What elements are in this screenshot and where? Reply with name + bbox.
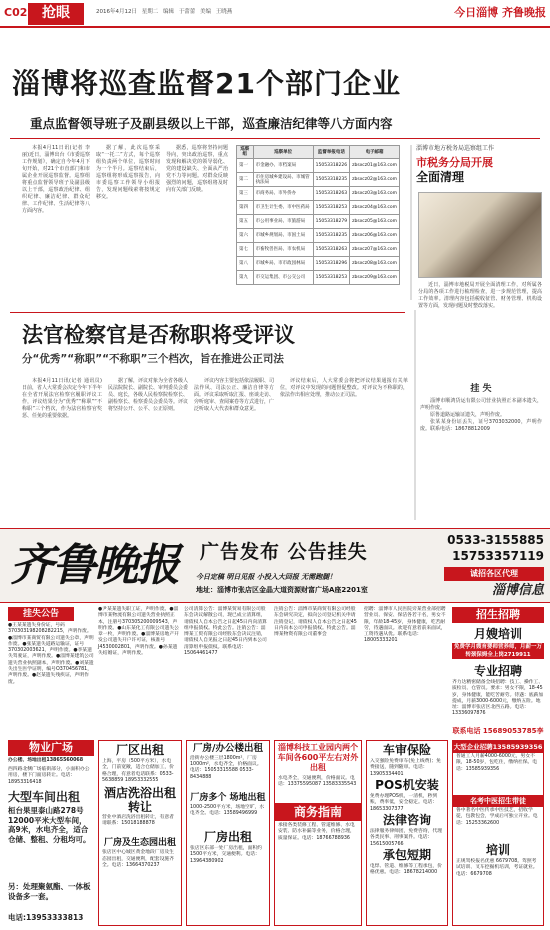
table-row (237, 201, 400, 215)
story1-col1: 本报4月11日讯(记者 李丽)近日，淄博出台《市委巡察工作规划》，确定自今年4月下旬开始，对21个市直部门和市属企业开展巡察监督。巡察组将重点监督领导班子及副县级以上干部，巡察政治纪律、组织纪律、廉洁纪律、群众纪律、工作纪律、生活纪律等八方面内容。 (22, 145, 90, 214)
office-body: 沿街办公楼三层1800m²，厂房1000m²，水电齐全，价格面议。电话：15053315588 0533-8434888 (190, 755, 262, 780)
brand-logo: 今日淄博 齐鲁晚报 (454, 6, 546, 19)
industry-title: 淄博科技工业园内两个车间各600平左右对外出租 (277, 743, 359, 772)
train-body: 正规驾校报名优惠 6679708。驾照考试培训、叉车挖掘机培训，考证就业。电话：6679708 (456, 859, 538, 877)
table-cell: zbsxcz08@163.com (350, 257, 400, 271)
table-header: 监督举报电话 (313, 146, 350, 159)
table-cell: zbsxcz03@163.com (350, 187, 400, 201)
table-cell: 15053318235 (313, 229, 350, 243)
story2-subhead: 分“优秀”“称职”“不称职”三个档次，旨在推进公正司法 (22, 353, 284, 365)
car-body: 入交强险免费审车(免上线费)；免费接送，随到随审。电话：13905334401 (370, 759, 441, 777)
ad-phone-2: 15753357119 (452, 549, 544, 563)
table-cell: 第四 (237, 201, 254, 215)
sidebar (416, 145, 542, 185)
table-row (237, 257, 400, 271)
lost-item: 原鲁道路运输证遗失，声明作废。 (430, 412, 506, 418)
industry-body: 水电齐全，交通便利，价格面议。电话：13375595087 13583335543 (278, 776, 357, 788)
property-tag: 物业广场 (8, 740, 94, 756)
service-box (366, 740, 448, 926)
factory-box (98, 740, 182, 926)
section-tag: 抢眼 (28, 3, 84, 25)
factory-title: 厂区出租 (115, 743, 164, 757)
table-cell: zbsxcz05@163.com (350, 215, 400, 229)
table-row (237, 159, 400, 173)
property-body: 西四路北侧广场临街部分，小面积办公用房，楼下门面房转让。电话：18953316418 (8, 767, 90, 785)
table-cell: 市公用事业局、市旅游局 (253, 215, 313, 229)
classified-col1: ●王某某遗失身份证，号码370303198208282215，声明作废。●淄博市某商贸有限公司遗失公章，声明作废。●张某遗失道路运输证，证号370302003621，声明作废。●李某遗失驾驶证，声明作废。●淄博某建筑公司遗失营业执照副本，声明作废。●刘某遗失出生医学证明，编号O370456781，声明作废。●赵某遗失残疾证，声明作废。 (8, 623, 94, 685)
table-cell: 第一 (237, 159, 254, 173)
recruit-line: 免费学月嫂育婴师营养师，月薪一万转颈保姆全上岗2719911 (453, 644, 542, 658)
lost-divider (414, 310, 416, 520)
table-cell: 市城乡局、市市政园林局 (253, 257, 313, 271)
sidebar-divider (410, 145, 412, 300)
office2-body: 1000-2500平方米，场地空旷，水电齐全。电话：13589496999 (190, 805, 265, 817)
lost-item: 淄博市顺鸿货运有限公司营业执照正本副本遗失，声明作废。 (420, 398, 542, 411)
ad-banner (0, 528, 550, 603)
pos-body: 免费办理POS机，一清机，秒到账，费率低，安全稳定。电话：18653307377 (370, 794, 438, 812)
workshop-title: 大型车间出租 (8, 790, 81, 804)
table-row (237, 215, 400, 229)
workshop-body: 桓台果里泰山路278号12000平米大型车间，高9米，水电齐全，适合仓储、整租、分租均可。 (8, 806, 91, 844)
business-tag: 商务指南 (275, 803, 361, 821)
table-cell: zbsxcz06@163.com (350, 229, 400, 243)
table-cell: 15053318263 (313, 243, 350, 257)
sidebar-headline-red: 市税务分局开展 (416, 155, 493, 169)
date-line: 2016年4月12日 星期二 编辑 于蕾蕾 美编 王晓燕 (96, 9, 233, 15)
contract-body: 电焊、管道、维修等工程承包，价格优惠。电话：18678214000 (370, 864, 442, 876)
office3-title: 厂房出租 (203, 830, 252, 845)
edu-box (452, 740, 544, 926)
table-cell: 15053318263 (313, 187, 350, 201)
industry-box (274, 740, 362, 926)
property-line: 办公楼、场地出租13865560068 (8, 758, 84, 763)
contract-title: 承包短期 (382, 848, 431, 862)
table-cell: 15053318235 (313, 173, 350, 187)
divider (10, 312, 405, 313)
train-title: 培训 (485, 843, 510, 857)
story1-col2: 据了解，此次巡察采取“一托二”方式，每个巡察组负责两个单位，巡察时间为一个半月。巡察结束后，巡察组将形成巡察报告，向市委巡察工作领导小组报告，发现问题线索将按规定移交。 (96, 145, 160, 200)
office2-title: 厂房多个 场地出租 (190, 792, 266, 803)
office-title: 厂房/办公楼出租 (193, 743, 263, 754)
table-cell: 第七 (237, 243, 254, 257)
story2-headline: 法官检察官是否称职将受评议 (22, 323, 295, 347)
table-cell: 第八 (237, 257, 254, 271)
office3-body: 张店区东部一处厂房出租，面积约1500平方米，交通便利。电话：13964380902 (190, 846, 262, 864)
wash-title: 酒店洗浴出租转让 (103, 786, 176, 814)
recruit-body: 齐力达精密储备全线招聘：技工、操作工、质检员、仓管员。要求：男女不限，18-45岁，身体健康，能吃苦耐劳。待遇：底薪加提成，月薪3000-6000元，缴纳五险。地址：淄博市张店区北西五路。电话：13336097876 (452, 680, 544, 717)
table-row (237, 271, 400, 285)
table-row (237, 187, 400, 201)
lost-item: 张某某身份证丢失，证号3703032000，声明作废。联系电话：18678812009 (420, 419, 542, 432)
sidebar-body: 近日，淄博市地税局开展全面清理工作，对所属各分局的各项工作进行梳理检查，进一步规范管理，提高工作效率。清理内容包括税收征管、财务管理、机构设置等方面，发现问题及时整改落实。 (418, 282, 542, 309)
table-cell: 第九 (237, 271, 254, 285)
table-cell: zbsxcz02@163.com (350, 173, 400, 187)
table-cell: 第三 (237, 187, 254, 201)
table-cell: zbsxcz01@163.com (350, 159, 400, 173)
table-cell: 市卫生计生委、市中医药局 (253, 201, 313, 215)
paper-logo: 齐鲁晚报 (10, 540, 178, 591)
pos-title: POS机安装 (375, 778, 439, 792)
table-cell: 市金融办、市档案局 (253, 159, 313, 173)
workshop-extra: 另：处理聚氨酯、一体板设备多一套。 (8, 882, 91, 901)
lost-notices (420, 398, 542, 518)
story2-col1: 本报4月11日讯(记者 通讯员)日前，省人大常委会决定今年下半年在全省开展法官检察官履职评议工作，评议结果分为“优秀”“称职”“不称职”三个档次，作为法官检察官奖惩、任免的重要依据。 (22, 378, 103, 419)
brand-right: 淄博信息 (491, 583, 544, 598)
classified-col3: 公司清算公告：淄博某贸易有限公司股东会决议解散公司，现已成立清算组，请债权人自本公告之日起45日内向清算组申报债权。特此公告。注销公告：淄博某工贸有限公司经股东会决议注销，请债权人自见报之日起45日内到本公司清算组申报债权。联系电话：15064461477 (184, 607, 267, 657)
table-header: 巡察组 (237, 146, 254, 159)
table-cell: 15053318253 (313, 271, 350, 285)
table-cell: 市住房城乡建设局、市城管执法局 (253, 173, 313, 187)
table-header: 巡察单位 (253, 146, 313, 159)
lost-tag: 挂失公告 (8, 607, 74, 621)
table-header: 电子邮箱 (350, 146, 400, 159)
table-cell: 第六 (237, 229, 254, 243)
classified-col2: ●尹某某遗失职工证，声明作废。●淄博市某物流有限公司遗失营业执照正本，注册号370305200009543，声明作废。●山东某化工有限公司遗失公章一枚，声明作废。●淄博某房地产开发公司遗失开户许可证，核准号J4530002801，声明作废。●孙某遗失结婚证，声明作废。 (98, 607, 179, 657)
name-body: 鲁中著名中医传承中医技艺，招收学徒，包教包会，学成后可独立开业。电话：15253362600 (456, 808, 538, 826)
recruit-subhead-2: 专业招聘 (473, 664, 522, 678)
story1-col3: 据悉，巡察将坚持问题导向，突出政治巡察，重点发现和解决党的领导弱化、党的建设缺失、全面从严治党不力等问题。对群众反映强烈的问题，巡察组将及时向有关部门反映。 (166, 145, 228, 193)
ad-tagline: 今日定稿 明日见报 小投入大回报 无需跑腿！ (196, 573, 337, 581)
table-cell: 15053318226 (313, 159, 350, 173)
office-box (186, 740, 270, 926)
table-cell: zbsxcz09@163.com (350, 271, 400, 285)
recruit-phone: 联系电话 15689053785李 (452, 727, 544, 735)
story1-headline: 淄博将巡查监督21个部门企业 (12, 67, 401, 100)
story2-col4: 评议结束后，人大常委会将把评议结果通报有关单位，对评议中发现的问题督促整改。对评议为不称职的，依法作出相应处理，推动公正司法。 (280, 378, 408, 398)
classified-col5: 招聘：淄博市人民医院旁某营业部招聘营业员、保安、保洁各若干名，男女不限，年龄18-45岁，身体健康，吃苦耐劳，待遇面议。欢迎有意者前来面试，工资待遇从优。联系电话：18005333201 (364, 607, 446, 644)
table-cell: zbsxcz04@163.com (350, 201, 400, 215)
table-cell: 15053318296 (313, 257, 350, 271)
law-title: 法律咨询 (382, 813, 431, 827)
inspection-table (236, 145, 400, 285)
workshop-phone: 电话:13953333813 (8, 913, 84, 922)
edu-body: 普通工人月薪4000-6000元，男女不限，18-50岁，包吃住，缴纳社保。电话：13585939356 (456, 754, 538, 772)
shop-title: 厂房及生态园出租 (103, 838, 176, 848)
recruit-subhead: 月嫂培训 (473, 627, 522, 641)
recruit-agents: 诚招各区代理 (444, 567, 544, 581)
table-cell: 第二 (237, 173, 254, 187)
masthead (0, 0, 550, 28)
wash-body: 营业中酒店洗浴出租转让，有意者请联系：15018188878 (102, 815, 174, 827)
story1-subhead: 重点监督领导班子及副县级以上干部，巡查廉洁纪律等八方面内容 (30, 116, 393, 131)
table-cell: 市畜牧兽医局、市农机局 (253, 243, 313, 257)
ad-title: 广告发布 公告挂失 (200, 541, 368, 563)
edu-title: 大型企业招聘13585939356 (453, 743, 543, 751)
sidebar-photo (418, 192, 542, 278)
lost-title: 挂 失 (470, 384, 492, 394)
name-title: 名考中医招生带徒 (453, 795, 543, 807)
recruit-tag: 招生招聘 (452, 607, 544, 623)
table-row (237, 173, 400, 187)
divider (10, 138, 540, 139)
table-row (237, 243, 400, 257)
table-cell: zbsxcz07@163.com (350, 243, 400, 257)
table-cell: 15053318279 (313, 215, 350, 229)
table-cell: 15053318253 (313, 201, 350, 215)
table-cell: 市城乡规划局、市国土局 (253, 229, 313, 243)
table-cell: 市交运集团、市公交公司 (253, 271, 313, 285)
table-cell: 市商务局、市外侨办 (253, 187, 313, 201)
ad-phone-1: 0533-3155885 (447, 533, 544, 547)
classified-col4: 注销公告：淄博市某商贸有限公司经股东会研究决定，拟向公司登记机关申请注销登记，请债权人自本公告之日起45日内向本公司申报债权。特此公告。淄博某物资有限公司董事会 (274, 607, 357, 638)
table-cell: 第五 (237, 215, 254, 229)
sidebar-headline-black: 全面清理 (416, 169, 465, 184)
factory-body: 上海，平房（500平方米），水电全，门前宽敞，适合仓储加工，价格合理，有意者电话联系：0533-5638859 18953332555 (102, 759, 174, 783)
story2-col3: 评议内容主要包括依法履职、司法作风、司法公正、廉洁自律等方面。评议采取听取汇报、座谈走访、旁听庭审、查阅案卷等方式进行，广泛听取人大代表和群众意见。 (194, 378, 275, 412)
car-title: 车审保险 (382, 743, 431, 757)
shop-body: 张店区中心城区黄金地段厂房及生态园出租，交通便利，配套设施齐全。电话：13664370237 (102, 850, 174, 868)
sidebar-kicker: 淄博市地方税务局巡察组工作 (416, 145, 495, 152)
law-body: 法律服务律师团，免费咨询，代理各类民事、刑事案件。电话：15615005766 (370, 829, 442, 847)
story2-col2: 据了解，评议对象为全省各级人民法院院长、副院长、审判委员会委员、庭长，各级人民检察院检察长、副检察长、检察委员会委员等。评议将坚持公开、公平、公正原则。 (108, 378, 189, 412)
business-body: 承接各类装修工程、管道维修、水电安装、防水补漏等业务，价格合理，质量保证。电话：18766788936 (278, 823, 355, 841)
table-row (237, 229, 400, 243)
ad-address: 地址：淄博市张店区金晶大道资源财富广场A座2201室 (196, 586, 368, 594)
page-number: C02 (4, 6, 28, 19)
